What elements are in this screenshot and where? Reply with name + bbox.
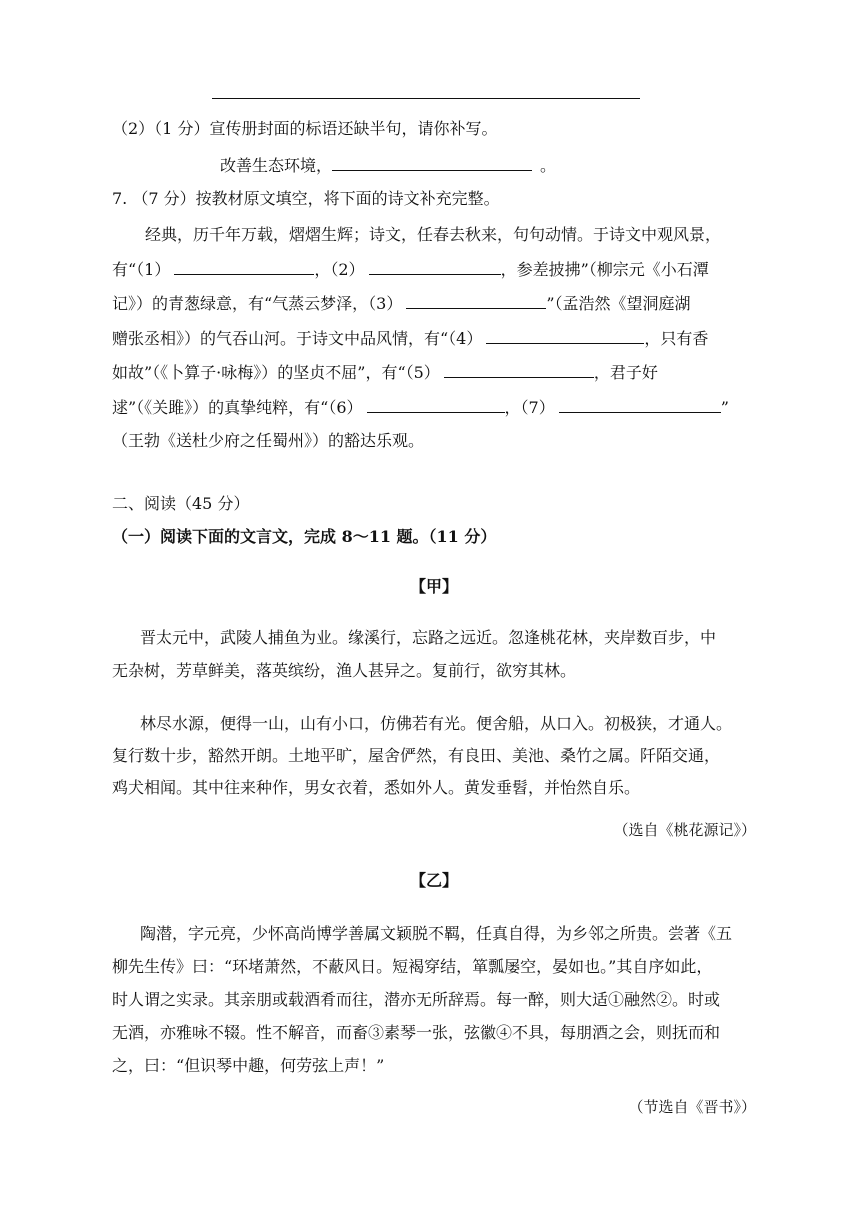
q7-l3a: 记》）的青葱绿意，有“气蒸云梦泽，（3） [112, 294, 403, 313]
q7-l4b: ，只有香 [644, 329, 709, 348]
q7-l2a: 有“（1） [112, 260, 171, 279]
jia-source: （选自《桃花源记》） [613, 821, 756, 839]
blank-2[interactable] [369, 260, 501, 275]
q7-l4: 赠张丞相》）的气吞山河。于诗文中品风情，有“（4） [112, 329, 483, 348]
q7-line1: 经典，历千年万载，熠熠生辉；诗文，任春去秋来，句句动情。于诗文中观风景， [145, 225, 722, 244]
q7-l6c: ” [720, 398, 729, 417]
blank-1[interactable] [174, 260, 314, 275]
slogan-blank[interactable] [332, 156, 532, 171]
q7-line4 [112, 328, 708, 350]
q7-l6b: ，（7） [504, 398, 555, 417]
q7-line3 [112, 293, 691, 315]
q7-l3b: ”（孟浩然《望洞庭湖 [546, 294, 691, 313]
yi-p1b: 柳先生传》曰：“环堵萧然，不蔽风日。短褐穿结，箪瓢屡空，晏如也。”其自序如此， [112, 957, 713, 976]
yi-source: （节选自《晋书》） [628, 1098, 756, 1116]
blank-5[interactable] [444, 363, 594, 378]
jia-p2b: 复行数十步，豁然开朗。土地平旷，屋舍俨然，有良田、美池、桑竹之属。阡陌交通， [112, 746, 721, 765]
yi-p1c: 时人谓之实录。其亲朋或载酒肴而往，潜亦无所辞焉。每一醉，则大适①融然②。时或 [112, 990, 721, 1009]
slogan-suffix: 。 [540, 156, 557, 175]
q7-l5a: 如故”（《卜算子·咏梅》）的坚贞不屈”，有“（5） [112, 363, 440, 382]
blank-4[interactable] [486, 329, 644, 344]
yi-label: 【乙】 [409, 871, 458, 890]
q7-line6 [112, 397, 729, 419]
section2-title: 二、阅读（45 分） [112, 494, 250, 513]
section2-sub1: （一）阅读下面的文言文，完成 8～11 题。（11 分） [112, 527, 497, 546]
q6-part2: （2）（1 分）宣传册封面的标语还缺半句，请你补写。 [112, 119, 498, 138]
blank-7[interactable] [559, 398, 721, 413]
q7-l5b: ，君子好 [593, 363, 658, 382]
jia-p1b: 无杂树，芳草鲜美，落英缤纷，渔人甚异之。复前行，欲穷其林。 [112, 661, 577, 680]
q7-heading: 7. （7 分）按教材原文填空，将下面的诗文补充完整。 [112, 189, 500, 208]
q7-line5 [112, 362, 658, 384]
q7-l6a: 逑”（《关雎》）的真挚纯粹，有“（6） [112, 398, 363, 417]
yi-p1e: 之，曰：“但识琴中趣，何劳弦上声！” [112, 1056, 385, 1075]
jia-p2c: 鸡犬相闻。其中往来种作，男女衣着，悉如外人。黄发垂髫，并怡然自乐。 [112, 778, 641, 797]
yi-p1a: 陶潜，字元亮，少怀高尚博学善属文颖脱不羁，任真自得，为乡邻之所贵。尝著《五 [140, 924, 733, 943]
jia-p2a: 林尽水源，便得一山，山有小口，仿佛若有光。便舍船，从口入。初极狭，才通人。 [140, 714, 733, 733]
q7-line2 [112, 259, 709, 281]
blank-6[interactable] [367, 398, 505, 413]
jia-p1a: 晋太元中，武陵人捕鱼为业。缘溪行，忘路之远近。忽逢桃花林，夹岸数百步，中 [140, 628, 717, 647]
q7-l2c: ，参差披拂”（柳宗元《小石潭 [500, 260, 709, 279]
slogan-prefix: 改善生态环境， [220, 156, 333, 175]
blank-3[interactable] [406, 294, 546, 309]
yi-p1d: 无酒，亦雅咏不辍。性不解音，而畜③素琴一张，弦徽④不具，每朋酒之会，则抚而和 [112, 1023, 721, 1042]
slogan-line [220, 155, 556, 177]
q7-line7: （王勃《送杜少府之任蜀州》）的豁达乐观。 [112, 431, 425, 450]
jia-label: 【甲】 [409, 577, 458, 596]
q7-l2b: ，（2） [314, 260, 365, 279]
answer-line [212, 98, 640, 99]
